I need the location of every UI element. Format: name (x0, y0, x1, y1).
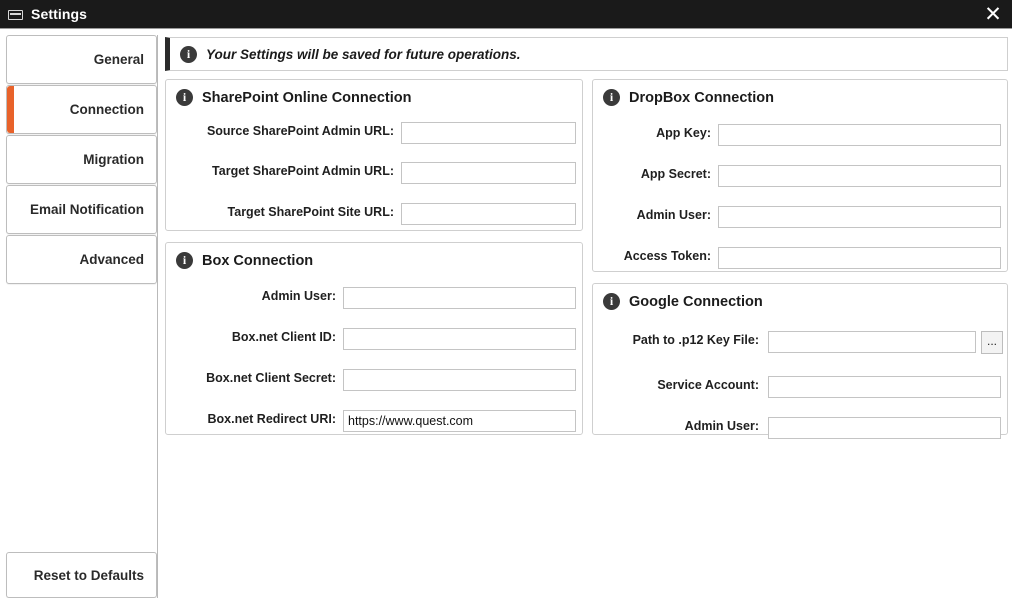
sidebar-item-label: Migration (83, 152, 144, 167)
box-client-id-label: Box.net Client ID: (231, 330, 336, 344)
target-sharepoint-admin-url-input[interactable] (401, 162, 576, 184)
title-bar (0, 0, 1012, 28)
sharepoint-panel-title-text: SharePoint Online Connection (202, 89, 412, 106)
reset-to-defaults-label: Reset to Defaults (33, 567, 144, 583)
dropbox-access-token-input[interactable] (718, 247, 1001, 269)
sharepoint-online-connection-panel (165, 79, 583, 231)
sidebar-item-advanced[interactable] (6, 235, 157, 284)
dropbox-panel-title (603, 89, 774, 106)
box-panel-title (176, 252, 313, 269)
sidebar-item-connection[interactable] (6, 85, 157, 134)
info-icon: i (603, 293, 620, 310)
dropbox-admin-user-input[interactable] (718, 206, 1001, 228)
google-p12-key-path-label: Path to .p12 Key File: (632, 333, 759, 347)
dropbox-admin-user-label: Admin User: (636, 208, 711, 222)
sharepoint-panel-title (176, 89, 411, 106)
sidebar-item-general[interactable] (6, 35, 157, 84)
google-service-account-label: Service Account: (657, 378, 759, 392)
box-connection-panel (165, 242, 583, 435)
box-panel-title-text: Box Connection (202, 252, 314, 269)
info-banner (165, 37, 1008, 71)
sidebar-item-label: Advanced (79, 252, 144, 267)
settings-workspace (0, 28, 1012, 597)
browse-p12-key-file-button[interactable]: ... (981, 331, 1003, 354)
sidebar-item-migration[interactable] (6, 135, 157, 184)
box-admin-user-input[interactable] (343, 287, 576, 309)
google-admin-user-label: Admin User: (684, 419, 759, 433)
box-redirect-uri-input[interactable] (343, 410, 576, 432)
box-admin-user-label: Admin User: (261, 289, 336, 303)
dropbox-access-token-label: Access Token: (623, 249, 711, 263)
dropbox-app-key-label: App Key: (656, 126, 711, 140)
info-icon: i (176, 89, 193, 106)
target-sharepoint-site-url-label: Target SharePoint Site URL: (227, 205, 394, 219)
info-banner-text: Your Settings will be saved for future operations. (206, 46, 521, 62)
target-sharepoint-admin-url-label: Target SharePoint Admin URL: (212, 164, 394, 178)
settings-content (165, 35, 1010, 598)
box-client-id-input[interactable] (343, 328, 576, 350)
sidebar-item-label: Email Notification (29, 202, 144, 217)
window-title: Settings (31, 6, 88, 22)
info-icon: i (603, 89, 620, 106)
google-panel-title (603, 293, 763, 310)
sidebar (6, 35, 158, 598)
window-settings-icon (8, 7, 24, 21)
target-sharepoint-site-url-input[interactable] (401, 203, 576, 225)
box-redirect-uri-label: Box.net Redirect URI: (207, 412, 336, 426)
dropbox-panel-title-text: DropBox Connection (629, 89, 774, 106)
box-client-secret-label: Box.net Client Secret: (206, 371, 336, 385)
google-service-account-input[interactable] (768, 376, 1001, 398)
dropbox-app-secret-input[interactable] (718, 165, 1001, 187)
reset-to-defaults-button[interactable] (6, 552, 157, 598)
info-icon: i (176, 252, 193, 269)
sidebar-item-label: General (93, 52, 144, 67)
dropbox-app-key-input[interactable] (718, 124, 1001, 146)
sidebar-item-label: Connection (69, 102, 144, 117)
google-panel-title-text: Google Connection (629, 293, 763, 310)
sidebar-item-email-notification[interactable] (6, 185, 157, 234)
source-sharepoint-admin-url-label: Source SharePoint Admin URL: (206, 124, 394, 138)
source-sharepoint-admin-url-input[interactable] (401, 122, 576, 144)
close-icon[interactable]: ✕ (984, 2, 1002, 26)
dropbox-connection-panel (592, 79, 1008, 272)
google-admin-user-input[interactable] (768, 417, 1001, 439)
google-p12-key-path-input[interactable] (768, 331, 976, 353)
box-client-secret-input[interactable] (343, 369, 576, 391)
dropbox-app-secret-label: App Secret: (640, 167, 711, 181)
google-connection-panel (592, 283, 1008, 435)
info-icon: i (180, 46, 197, 63)
